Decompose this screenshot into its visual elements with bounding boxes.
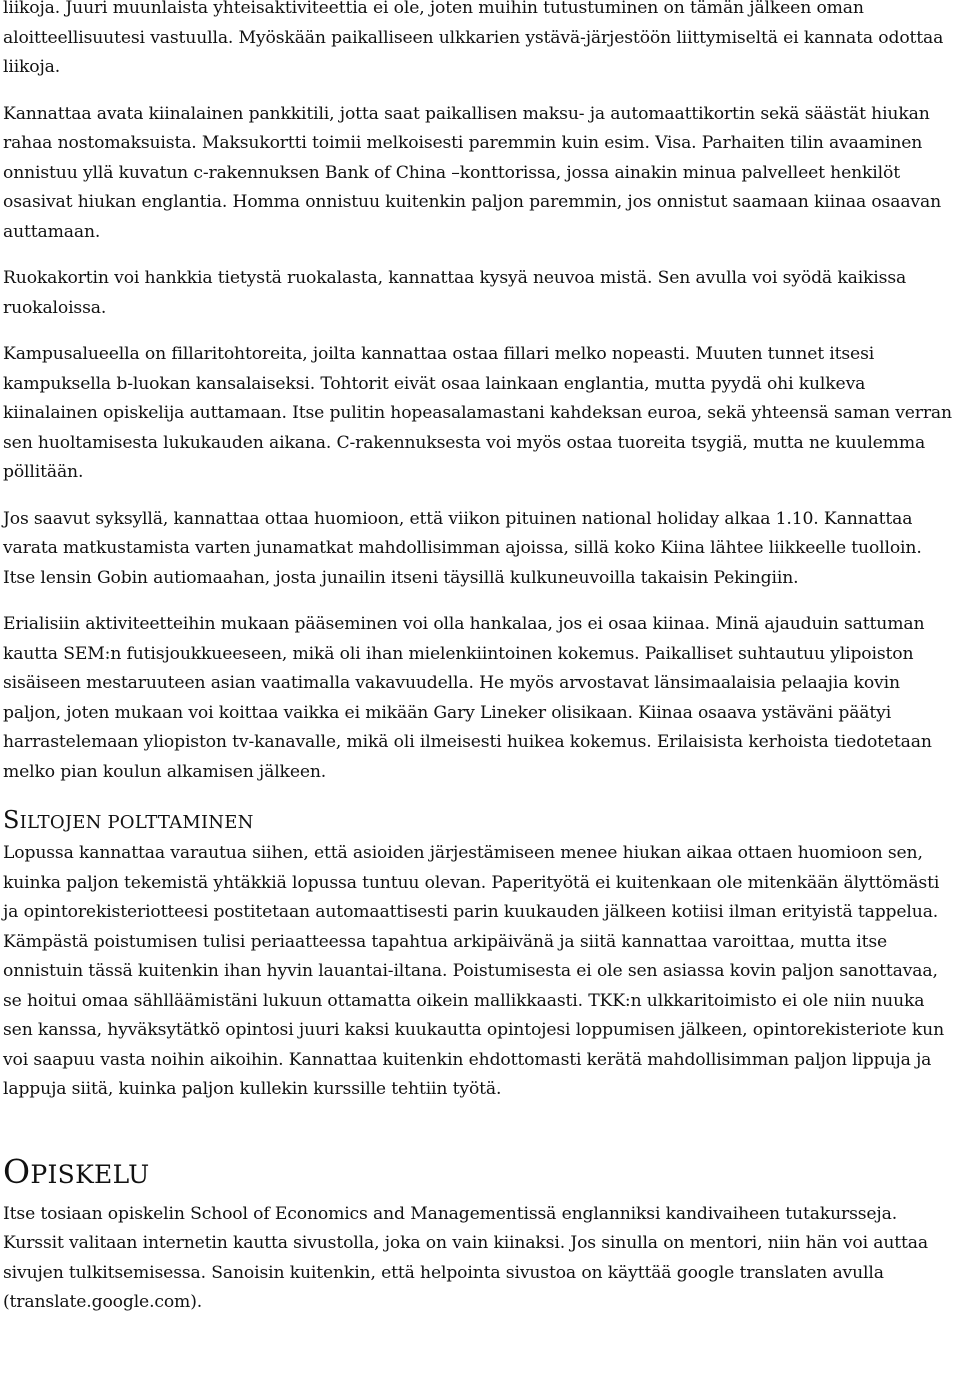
section-heading-siltojen-polttaminen <box>3 804 957 839</box>
heading-initial: O <box>3 1151 31 1191</box>
paragraph-intro-continued: liikoja. Juuri muunlaista yhteisaktiviteettia ei ole, joten muihin tutustuminen on tämän jälkeen oman aloitteellisuutesi vastuulla. Myöskään paikalliseen ulkkarien ystävä-järjestöön liittymiseltä ei kannata odottaa liikoja. <box>3 0 944 77</box>
heading-initial: S <box>3 806 20 834</box>
document-page <box>3 0 957 1335</box>
paragraph-food-card: Ruokakortin voi hankkia tietystä ruokalasta, kannattaa kysyä neuvoa mistä. Sen avulla voi syödä kaikissa ruokaloissa. <box>3 268 907 318</box>
heading-rest: PISKELU <box>30 1159 150 1189</box>
paragraph-siltojen-polttaminen: Lopussa kannattaa varautua siihen, että asioiden järjestämiseen menee hiukan aikaa ottaen huomioon sen, kuinka paljon tekemistä yhtäkkiä lopussa tuntuu olevan. Paperityötä ei kuitenkaan ole mitenkään älyttömästi ja opintorekisteriotteesi postitetaan automaattisesti parin kuukauden jälkeen kotiisi ilman erityistä tappelua. Kämpästä poistumisen tulisi periaatteessa tapahtua arkipäivänä ja siitä kannattaa varoittaa, mutta itse onnistuin tässä kuitenkin ihan hyvin lauantai-iltana. Poistumisesta ei ole sen asiassa kovin paljon sanottavaa, se hoitui omaa sählläämistäni lukuun ottamatta oikein mallikkaasti. TKK:n ulkkaritoimisto ei ole niin nuuka sen kanssa, hyväksytätkö opintosi juuri kaksi kuukautta opintojesi loppumisen jälkeen, opintorekisteriote kun voi saapuu vasta noihin aikoihin. Kannattaa kuitenkin ehdottomasti kerätä mahdollisimman paljon lippuja ja lappuja siitä, kuinka paljon kullekin kurssille tehtiin työtä. <box>3 843 944 1099</box>
paragraph-activities: Erialisiin aktiviteetteihin mukaan pääseminen voi olla hankalaa, jos ei osaa kiinaa. Minä ajauduin sattuman kautta SEM:n futisjoukkueeseen, mikä oli ihan mielenkiintoinen kokemus. Paikalliset suhtautuu ylipoiston sisäiseen mestaruuteen asian vaatimalla vakavuudella. He myös arvostavat länsimaalaisia pelaajia kovin paljon, joten mukaan voi koittaa vaikka ei mikään Gary Lineker olisikaan. Kiinaa osaava ystäväni päätyi harrastelemaan yliopiston tv-kanavalle, mikä oli ilmeisesti huikea kokemus. Erilaisista kerhoista tiedotetaan melko pian koulun alkamisen jälkeen. <box>3 614 932 782</box>
section-heading-opiskelu <box>3 1149 957 1200</box>
paragraph-opiskelu: Itse tosiaan opiskelin School of Economics and Managementissä englanniksi kandivaiheen tutakursseja. Kurssit valitaan internetin kautta sivustolla, joka on vain kiinaksi. Jos sinulla on mentori, niin hän voi auttaa sivujen tulkitsemisessa. Sanoisin kuitenkin, että helpointa sivustoa on käyttää google translaten avulla (translate.google.com). <box>3 1203 928 1312</box>
heading-rest: ILTOJEN POLTTAMINEN <box>19 812 254 833</box>
paragraph-national-holiday: Jos saavut syksyllä, kannattaa ottaa huomioon, että viikon pituinen national holiday alkaa 1.10. Kannattaa varata matkustamista varten junamatkat mahdollisimman ajoissa, sillä koko Kiina lähtee liikkeelle tuolloin. Itse lensin Gobin autiomaahan, josta junailin itseni täysillä kulkuneuvoilla takaisin Pekingiin. <box>3 508 922 588</box>
paragraph-bicycle: Kampusalueella on fillaritohtoreita, joilta kannattaa ostaa fillari melko nopeasti. Muuten tunnet itsesi kampuksella b-luokan kansalaiseksi. Tohtorit eivät osaa lainkaan englantia, mutta pyydä ohi kulkeva kiinalainen opiskelija auttamaan. Itse pulitin hopeasalamastani kahdeksan euroa, sekä yhteensä saman verran sen huoltamisesta lukukauden aikana. C-rakennuksesta voi myös ostaa tuoreita tsygiä, mutta ne kuulemma pöllitään. <box>3 344 952 482</box>
paragraph-bank-account: Kannattaa avata kiinalainen pankkitili, jotta saat paikallisen maksu- ja automaattikortin sekä säästät hiukan rahaa nostomaksuista. Maksukortti toimii melkoisesti paremmin kuin esim. Visa. Parhaiten tilin avaaminen onnistuu yllä kuvatun c-rakennuksen Bank of China –konttorissa, jossa ainakin minua palvelleet henkilöt osasivat hiukan englantia. Homma onnistuu kuitenkin paljon paremmin, jos onnistut saamaan kiinaa osaavan auttamaan. <box>3 103 942 242</box>
